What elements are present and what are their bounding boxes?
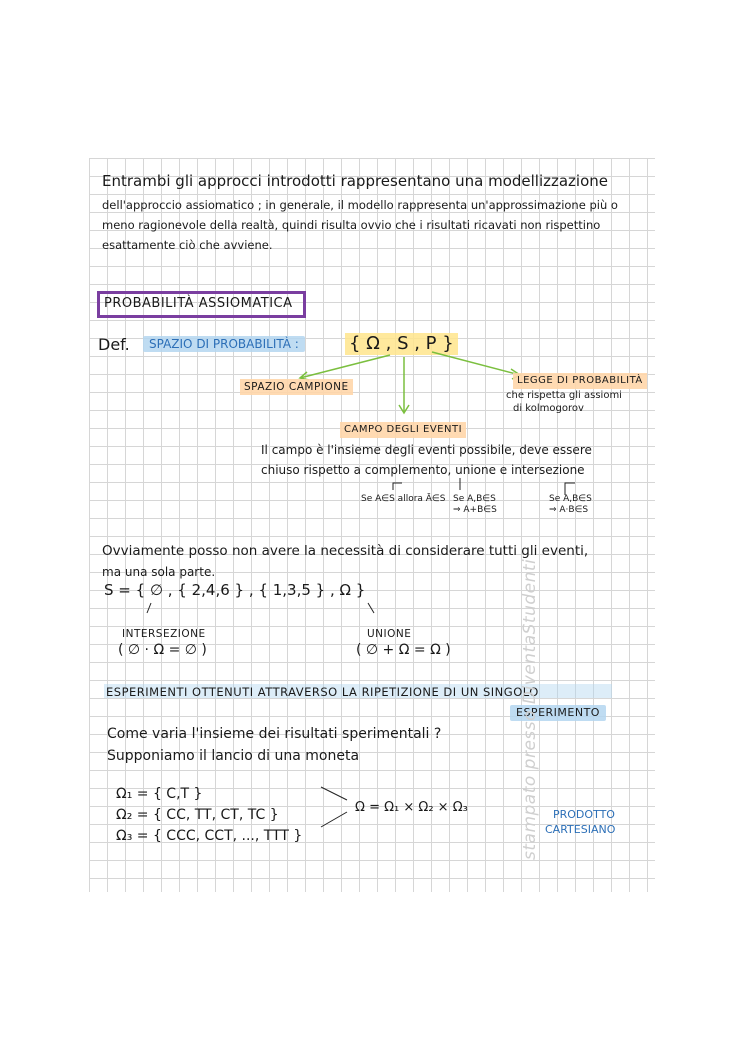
cartesian-label-2: CARTESIANO: [545, 823, 616, 836]
intro-line-2: dell'approccio assiomatico ; in generale, il modello rappresenta un'approssimazione più o: [102, 198, 618, 212]
union-label: UNIONE: [367, 628, 412, 640]
section2-title-1: ESPERIMENTI OTTENUTI ATTRAVERSO LA RIPETIZIONE DI UN SINGOLO: [106, 685, 539, 699]
example-line-1: Ovviamente posso non avere la necessità di considerare tutti gli eventi,: [102, 543, 589, 559]
def-term: SPAZIO DI PROBABILITÀ :: [143, 336, 305, 352]
suppose: Supponiamo il lancio di una moneta: [107, 748, 360, 764]
field-description-2: chiuso rispetto a complemento, unione e intersezione: [261, 463, 585, 477]
example-set: S = { ∅ , { 2,4,6 } , { 1,3,5 } , Ω }: [104, 581, 366, 599]
intro-line-4: esattamente ciò che avviene.: [102, 238, 273, 252]
probability-law-label: LEGGE DI PROBABILITÀ: [513, 373, 647, 389]
intro-line-3: meno ragionevole della realtà, quindi risulta ovvio che i risultati ricavati non rispettino: [102, 218, 601, 232]
watermark: stampato presso DiventaStudenti: [520, 558, 540, 860]
probability-law-note-1: che rispetta gli assiomi: [506, 390, 622, 401]
omega-3: Ω₃ = { CCC, CCT, ..., TTT }: [116, 828, 303, 844]
field-description-1: Il campo è l'insieme degli eventi possibile, deve essere: [261, 443, 592, 457]
question: Come varia l'insieme dei risultati sperimentali ?: [107, 726, 442, 742]
section-title: PROBABILITÀ ASSIOMATICA: [104, 296, 293, 311]
closure-union-1: Se A,B∈S: [453, 494, 496, 504]
closure-union-2: ⇒ A+B∈S: [453, 505, 497, 515]
intro-line-1: Entrambi gli approcci introdotti rappresentano una modellizzazione: [102, 172, 609, 190]
union-formula: ( ∅ + Ω = Ω ): [356, 642, 451, 658]
cartesian-product: Ω = Ω₁ × Ω₂ × Ω₃: [355, 800, 468, 815]
section2-title-2: ESPERIMENTO: [510, 705, 606, 721]
probability-law-note-2: di kolmogorov: [513, 403, 584, 414]
closure-intersection-1: Se A,B∈S: [549, 494, 592, 504]
probability-triple: { Ω , S , P }: [345, 333, 458, 355]
closure-complement: Se A∈S allora Ā∈S: [361, 494, 446, 504]
event-field-label: CAMPO DEGLI EVENTI: [340, 422, 466, 438]
omega-1: Ω₁ = { C,T }: [116, 786, 203, 802]
example-line-2: ma una sola parte.: [102, 565, 216, 579]
def-label: Def.: [98, 335, 130, 354]
closure-intersection-2: ⇒ A·B∈S: [549, 505, 589, 515]
sample-space-label: SPAZIO CAMPIONE: [240, 379, 353, 395]
cartesian-label-1: PRODOTTO: [553, 808, 615, 821]
intersection-label: INTERSEZIONE: [122, 628, 206, 640]
omega-2: Ω₂ = { CC, TT, CT, TC }: [116, 807, 279, 823]
intersection-formula: ( ∅ · Ω = ∅ ): [118, 642, 207, 658]
